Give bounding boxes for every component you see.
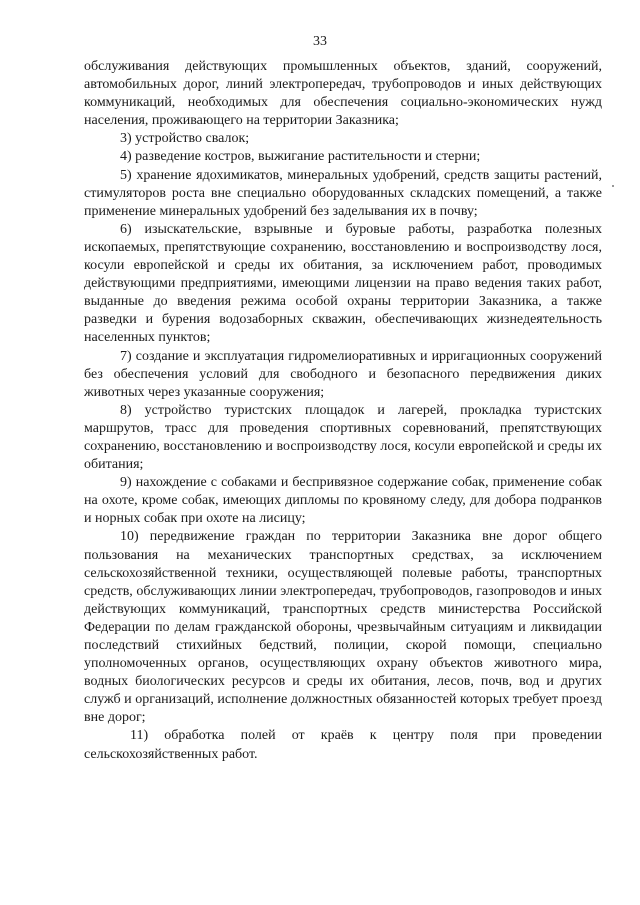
scan-speck — [612, 185, 614, 187]
paragraph-item-7: 7) создание и эксплуатация гидромелиоративных и ирригационных сооружений без обеспечения условий для свободного и безопасного передвижения диких животных через указанные сооружения; — [84, 348, 602, 400]
page-number: 33 — [313, 34, 327, 49]
paragraph-item-3: 3) устройство свалок; — [120, 131, 250, 147]
paragraph-item-4: 4) разведение костров, выжигание растительности и стерни; — [120, 149, 481, 165]
paragraph-item-11: 11) обработка полей от краёв к центру поля при проведении сельскохозяйственных работ. — [84, 728, 602, 762]
paragraph-item-8: 8) устройство туристских площадок и лагерей, прокладка туристских маршрутов, трасс для проведения спортивных соревнований, препятствующих сохранению, восстановлению и воспроизводству лося, косули европейской и среды их обитания; — [84, 402, 602, 473]
paragraph-item-6: 6) изыскательские, взрывные и буровые работы, разработка полезных ископаемых, препятствующие сохранению, восстановлению и воспроизводству лося, косули европейской и среды их обитания, за исключением работ, проводимых действующими предприятиями, имеющими лицензии на право ведения таких работ, выданные до введения режима особой охраны территории Заказника, а также разведки и бурения водозаборных скважин, обеспечивающих жизнедеятельность населенных пунктов; — [84, 221, 602, 346]
paragraph-item-5: 5) хранение ядохимикатов, минеральных удобрений, средств защиты растений, стимуляторов роста вне специально оборудованных складских помещений, а также применение минеральных удобрений без заделывания их в почву; — [84, 167, 602, 219]
document-body — [84, 58, 602, 764]
paragraph-item-9: 9) нахождение с собаками и беспривязное содержание собак, применение собак на охоте, кроме собак, имеющих дипломы по кровяному следу, для добора подранков и норных собак при охоте на лисицу; — [84, 475, 602, 527]
paragraph-continuation: обслуживания действующих промышленных объектов, зданий, сооружений, автомобильных дорог, линий электропередач, трубопроводов и иных действующих коммуникаций, необходимых для обеспечения социально-экономических нужд населения, проживающего на территории Заказника; — [84, 59, 602, 129]
paragraph-item-10: 10) передвижение граждан по территории Заказника вне дорог общего пользования на механических транспортных средствах, за исключением сельскохозяйственной техники, осуществляющей полевые работы, транспортных средств, обслуживающих линии электропередач, трубопроводов, газопроводов и иных действующих коммуникаций, транспортных средств министерства Российской Федерации по делам гражданской обороны, чрезвычайным ситуациям и ликвидации последствий стихийных бедствий, полиции, скорой помощи, специально уполномоченных органов, осуществляющих охрану объектов животного мира, водных биологических ресурсов и среды их обитания, лесов, почв, вод и других служб и организаций, исполнение должностных обязанностей которых требует проезд вне дорог; — [84, 529, 602, 726]
